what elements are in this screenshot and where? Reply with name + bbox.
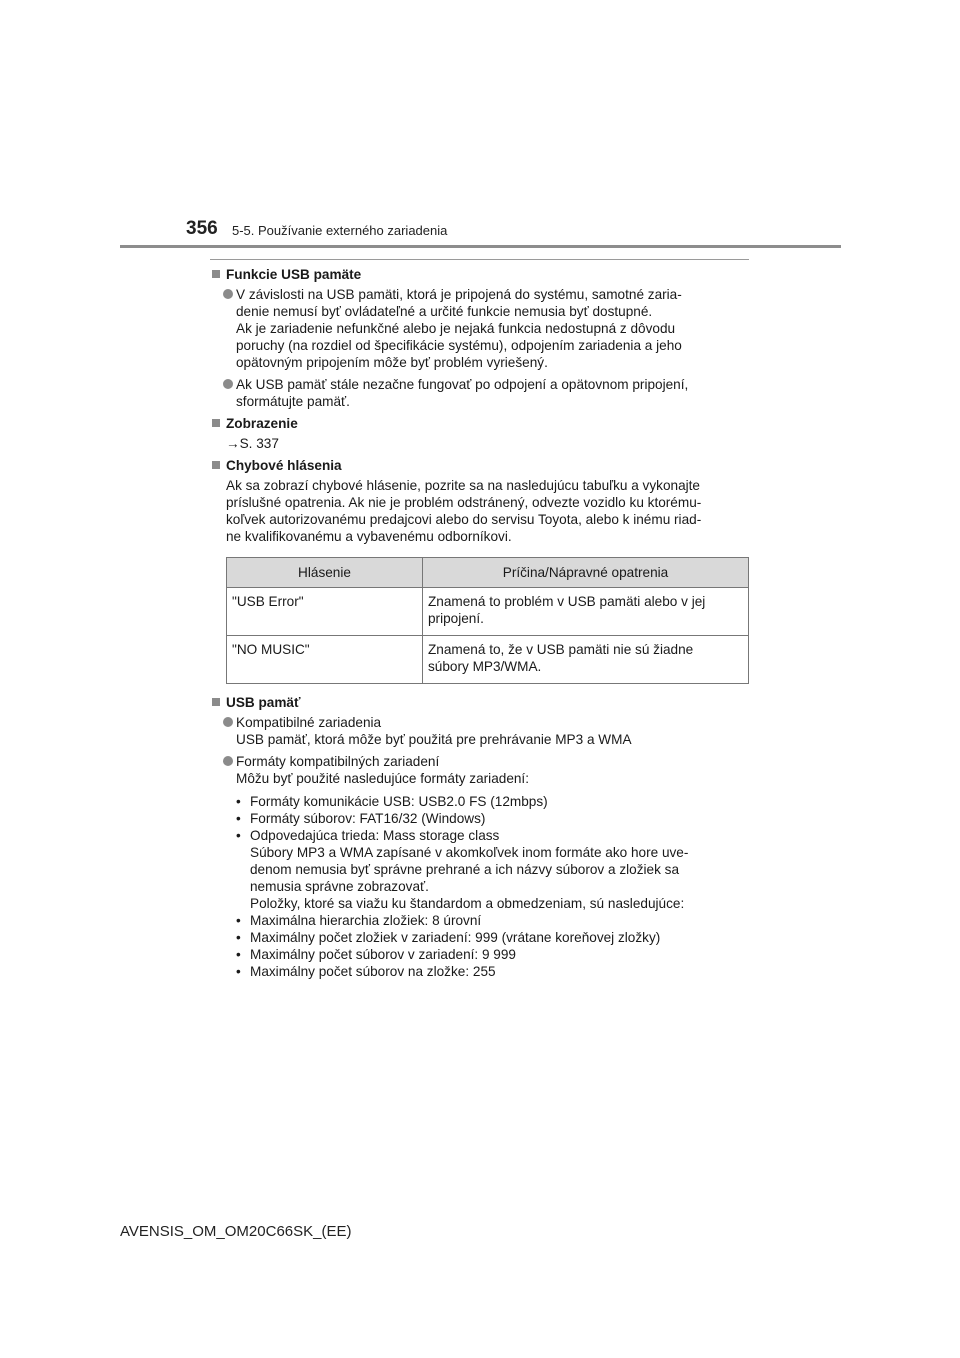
section-heading bbox=[210, 415, 749, 432]
list-item-text: Maximálny počet súborov na zložke: 255 bbox=[250, 964, 496, 979]
bullet-icon: • bbox=[236, 794, 241, 809]
heading-text: Funkcie USB pamäte bbox=[226, 267, 362, 282]
bullet-icon: • bbox=[236, 811, 241, 826]
text-line: Znamená to problém v USB pamäti alebo v jej bbox=[428, 594, 706, 609]
page-content bbox=[210, 266, 749, 984]
heading-text: Chybové hlásenia bbox=[226, 458, 342, 473]
list-item bbox=[236, 929, 749, 946]
circle-bullet-icon bbox=[223, 379, 233, 389]
table-header-row bbox=[227, 558, 749, 588]
section-display bbox=[210, 415, 749, 452]
text-line: príslušné opatrenia. Ak nie je problém odstránený, odvezte vozidlo ku ktorému- bbox=[226, 495, 702, 510]
text-line: pripojení. bbox=[428, 611, 484, 626]
list-item bbox=[236, 946, 749, 963]
text-line: Položky, ktoré sa viažu ku štandardom a obmedzeniam, sú nasledujúce: bbox=[250, 896, 685, 911]
text-line: poruchy (na rozdiel od špecifikácie systému), odpojením zariadenia a jeho bbox=[236, 338, 682, 353]
text-line: Ak sa zobrazí chybové hlásenie, pozrite sa na nasledujúcu tabuľku a vykonajte bbox=[226, 478, 700, 493]
text-line: opätovným pripojením môže byť problém vyriešený. bbox=[236, 355, 548, 370]
list-item bbox=[210, 376, 749, 410]
circle-bullet-icon bbox=[223, 756, 233, 766]
list-item-text: Maximálny počet súborov v zariadení: 9 999 bbox=[250, 947, 516, 962]
text-line: Kompatibilné zariadenia bbox=[236, 715, 382, 730]
heading-text: Zobrazenie bbox=[226, 416, 298, 431]
text-line: Ak USB pamäť stále nezačne fungovať po odpojení a opätovnom pripojení, bbox=[236, 377, 689, 392]
list-item bbox=[236, 810, 749, 827]
square-bullet-icon bbox=[212, 461, 220, 469]
error-messages-table bbox=[226, 557, 749, 684]
square-bullet-icon bbox=[212, 419, 220, 427]
content-rule bbox=[210, 259, 749, 260]
text-line: nemusia správne zobrazovať. bbox=[250, 879, 429, 894]
text-line: V závislosti na USB pamäti, ktorá je pripojená do systému, samotné zaria- bbox=[236, 287, 682, 302]
page-reference bbox=[210, 435, 749, 452]
section-usb-memory bbox=[210, 694, 749, 980]
arrow-right-icon: → bbox=[226, 436, 240, 451]
format-list bbox=[210, 793, 749, 980]
page-number: 356 bbox=[186, 218, 218, 239]
table-row bbox=[227, 588, 749, 636]
paragraph bbox=[210, 477, 749, 545]
heading-text: USB pamäť bbox=[226, 695, 301, 710]
text-line: Ak je zariadenie nefunkčné alebo je nejaká funkcia nedostupná z dôvodu bbox=[236, 321, 676, 336]
text-line: súbory MP3/WMA. bbox=[428, 659, 542, 674]
text-line: Môžu byť použité nasledujúce formáty zariadení: bbox=[236, 771, 529, 786]
bullet-icon: • bbox=[236, 913, 241, 928]
text-line: sformátujte pamäť. bbox=[236, 394, 350, 409]
table-cell-cause bbox=[423, 636, 749, 684]
list-item bbox=[236, 827, 749, 912]
list-item bbox=[210, 753, 749, 787]
table-cell-message: "USB Error" bbox=[227, 588, 423, 636]
list-item-text: Formáty komunikácie USB: USB2.0 FS (12mbps) bbox=[250, 794, 548, 809]
section-heading bbox=[210, 694, 749, 711]
section-error-messages bbox=[210, 457, 749, 684]
list-item-text: Maximálna hierarchia zložiek: 8 úrovní bbox=[250, 913, 482, 928]
table-row bbox=[227, 636, 749, 684]
list-item-text: Odpovedajúca trieda: Mass storage class bbox=[250, 828, 500, 843]
circle-bullet-icon bbox=[223, 717, 233, 727]
section-heading bbox=[210, 266, 749, 283]
column-header: Hlásenie bbox=[227, 558, 423, 588]
text-line: koľvek autorizovanému predajcovi alebo do servisu Toyota, alebo k inému riad- bbox=[226, 512, 702, 527]
text-line: USB pamäť, ktorá môže byť použitá pre prehrávanie MP3 a WMA bbox=[236, 732, 632, 747]
header-rule bbox=[120, 245, 841, 248]
section-title: 5-5. Používanie externého zariadenia bbox=[232, 223, 448, 238]
text-line: denie nemusí byť ovládateľné a určité funkcie nemusia byť dostupné. bbox=[236, 304, 653, 319]
bullet-icon: • bbox=[236, 964, 241, 979]
text-line: Formáty kompatibilných zariadení bbox=[236, 754, 440, 769]
square-bullet-icon bbox=[212, 270, 220, 278]
text-line: denom nemusia byť správne prehrané a ich názvy súborov a zložiek sa bbox=[250, 862, 679, 877]
section-usb-functions bbox=[210, 266, 749, 410]
section-heading bbox=[210, 457, 749, 474]
text-line: Súbory MP3 a WMA zapísané v akomkoľvek inom formáte ako hore uve- bbox=[250, 845, 689, 860]
bullet-icon: • bbox=[236, 828, 241, 843]
table-cell-cause bbox=[423, 588, 749, 636]
table-cell-message: "NO MUSIC" bbox=[227, 636, 423, 684]
column-header: Príčina/Nápravné opatrenia bbox=[423, 558, 749, 588]
list-item bbox=[236, 912, 749, 929]
bullet-icon: • bbox=[236, 930, 241, 945]
list-item-text: Maximálny počet zložiek v zariadení: 999 (vrátane koreňovej zložky) bbox=[250, 930, 661, 945]
list-item bbox=[236, 793, 749, 810]
list-item-text: Formáty súborov: FAT16/32 (Windows) bbox=[250, 811, 486, 826]
bullet-icon: • bbox=[236, 947, 241, 962]
square-bullet-icon bbox=[212, 698, 220, 706]
page-reference-text[interactable]: S. 337 bbox=[239, 436, 279, 451]
list-item bbox=[236, 963, 749, 980]
list-item bbox=[210, 714, 749, 748]
circle-bullet-icon bbox=[223, 289, 233, 299]
text-line: Znamená to, že v USB pamäti nie sú žiadne bbox=[428, 642, 694, 657]
document-code: AVENSIS_OM_OM20C66SK_(EE) bbox=[120, 1223, 352, 1240]
list-item bbox=[210, 286, 749, 371]
text-line: ne kvalifikovanému a vybavenému odborníkovi. bbox=[226, 529, 512, 544]
